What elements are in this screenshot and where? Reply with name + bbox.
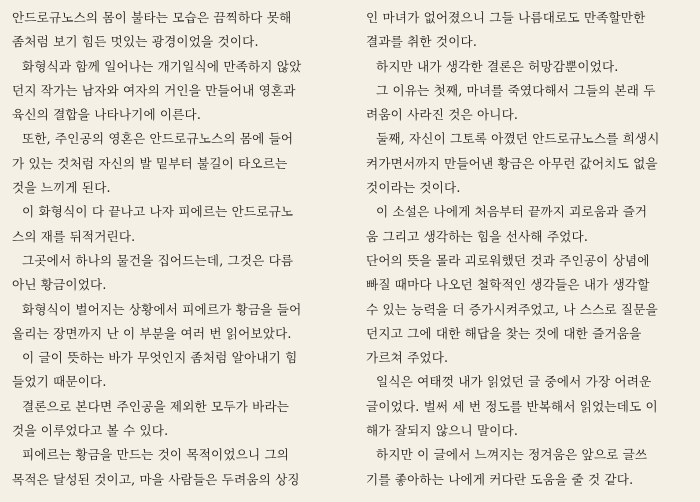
text-line: 가르쳐 주었다.: [366, 350, 449, 366]
left-text-column: [12, 6, 332, 492]
text-line: 빠질 때마다 나오던 철학적인 생각들은 내가 생각할: [366, 277, 650, 293]
right-text-column: [366, 6, 686, 492]
text-line: 기를 좋아하는 나에게 커다란 도움을 줄 것 같다.: [366, 471, 634, 487]
text-line: 결론으로 본다면 주인공을 제외한 모두가 바라는: [22, 398, 290, 414]
text-line: 것을 느끼게 된다.: [12, 180, 111, 196]
text-line: 결과를 취한 것이다.: [366, 34, 477, 50]
text-line: 해가 잘되지 않으니 말이다.: [366, 423, 519, 439]
text-line: 아닌 황금이었다.: [12, 277, 107, 293]
text-line: 하지만 이 글에서 느껴지는 정겨움은 앞으로 글쓰: [376, 447, 648, 463]
text-line: 이 소설은 나에게 처음부터 끝까지 괴로움과 즐거: [376, 204, 648, 220]
text-line: 화형식이 벌어지는 상황에서 피에르가 황금을 들어: [22, 301, 302, 317]
text-line: 인 마녀가 없어졌으니 그들 나름대로도 만족할만한: [366, 10, 646, 25]
text-line: 일식은 여태껏 내가 읽었던 글 중에서 가장 어려운: [376, 374, 652, 390]
text-line: 좀처럼 보기 힘든 멋있는 광경이었을 것이다.: [12, 34, 259, 50]
text-line: 가 있는 것처럼 자신의 발 밑부터 불길이 타오르는: [12, 155, 288, 171]
text-line: 하지만 내가 생각한 결론은 허망감뿐이었다.: [376, 58, 619, 74]
text-line: 글이었다. 벌써 세 번 정도를 반복해서 읽었는데도 이: [366, 398, 658, 414]
text-line: 것이라는 것이다.: [366, 180, 461, 196]
text-line: 스의 재를 뒤적거린다.: [12, 228, 136, 244]
text-line: 또한, 주인공의 영혼은 안드로규노스의 몸에 들어: [22, 131, 294, 147]
text-line: 그곳에서 하나의 물건을 집어드는데, 그것은 다름: [22, 252, 294, 268]
text-line: 켜가면서까지 만들어낸 황금은 아무런 값어치도 없을: [366, 155, 658, 171]
text-line: 들었기 때문이다.: [12, 374, 107, 390]
text-line: 수 있는 능력을 더 증가시켜주었고, 나 스스로 질문을: [366, 301, 658, 317]
text-line: 화형식과 함께 일어나는 개기일식에 만족하지 않았: [22, 58, 302, 74]
text-line: 올리는 장면까지 난 이 부분을 여러 번 읽어보았다.: [12, 325, 292, 341]
text-line: 움 그리고 생각하는 힘을 선사해 주었다.: [366, 228, 588, 244]
text-line: 피에르는 황금을 만드는 것이 목적이었으니 그의: [22, 447, 290, 463]
text-line: 이 글이 뜻하는 바가 무엇인지 좀처럼 알아내기 힘: [22, 350, 298, 366]
text-line: 이 화형식이 다 끝나고 나자 피에르는 안드로규노: [22, 204, 294, 220]
text-line: 던지고 그에 대한 해답을 찾는 것에 대한 즐거움을: [366, 325, 642, 341]
text-line: 안드로규노스의 몸이 불타는 모습은 끔찍하다 못해: [12, 10, 292, 25]
text-line: 목적은 달성된 것이고, 마을 사람들은 두려움의 상징: [12, 471, 300, 487]
text-line: 던지 작가는 남자와 여자의 거인을 만들어내 영혼과: [12, 82, 296, 98]
text-line: 육신의 결합을 나타나기에 이른다.: [12, 107, 202, 123]
text-line: 그 이유는 첫째, 마녀를 죽였다해서 그들의 본래 두: [376, 82, 656, 98]
text-line: 것을 이루었다고 볼 수 있다.: [12, 423, 169, 439]
text-line: 려움이 사라진 것은 아니다.: [366, 107, 519, 123]
text-line: 둘째, 자신이 그토록 아꼈던 안드로규노스를 희생시: [376, 131, 660, 147]
text-line: 단어의 뜻을 몰라 괴로워했던 것과 주인공이 상념에: [366, 252, 650, 268]
